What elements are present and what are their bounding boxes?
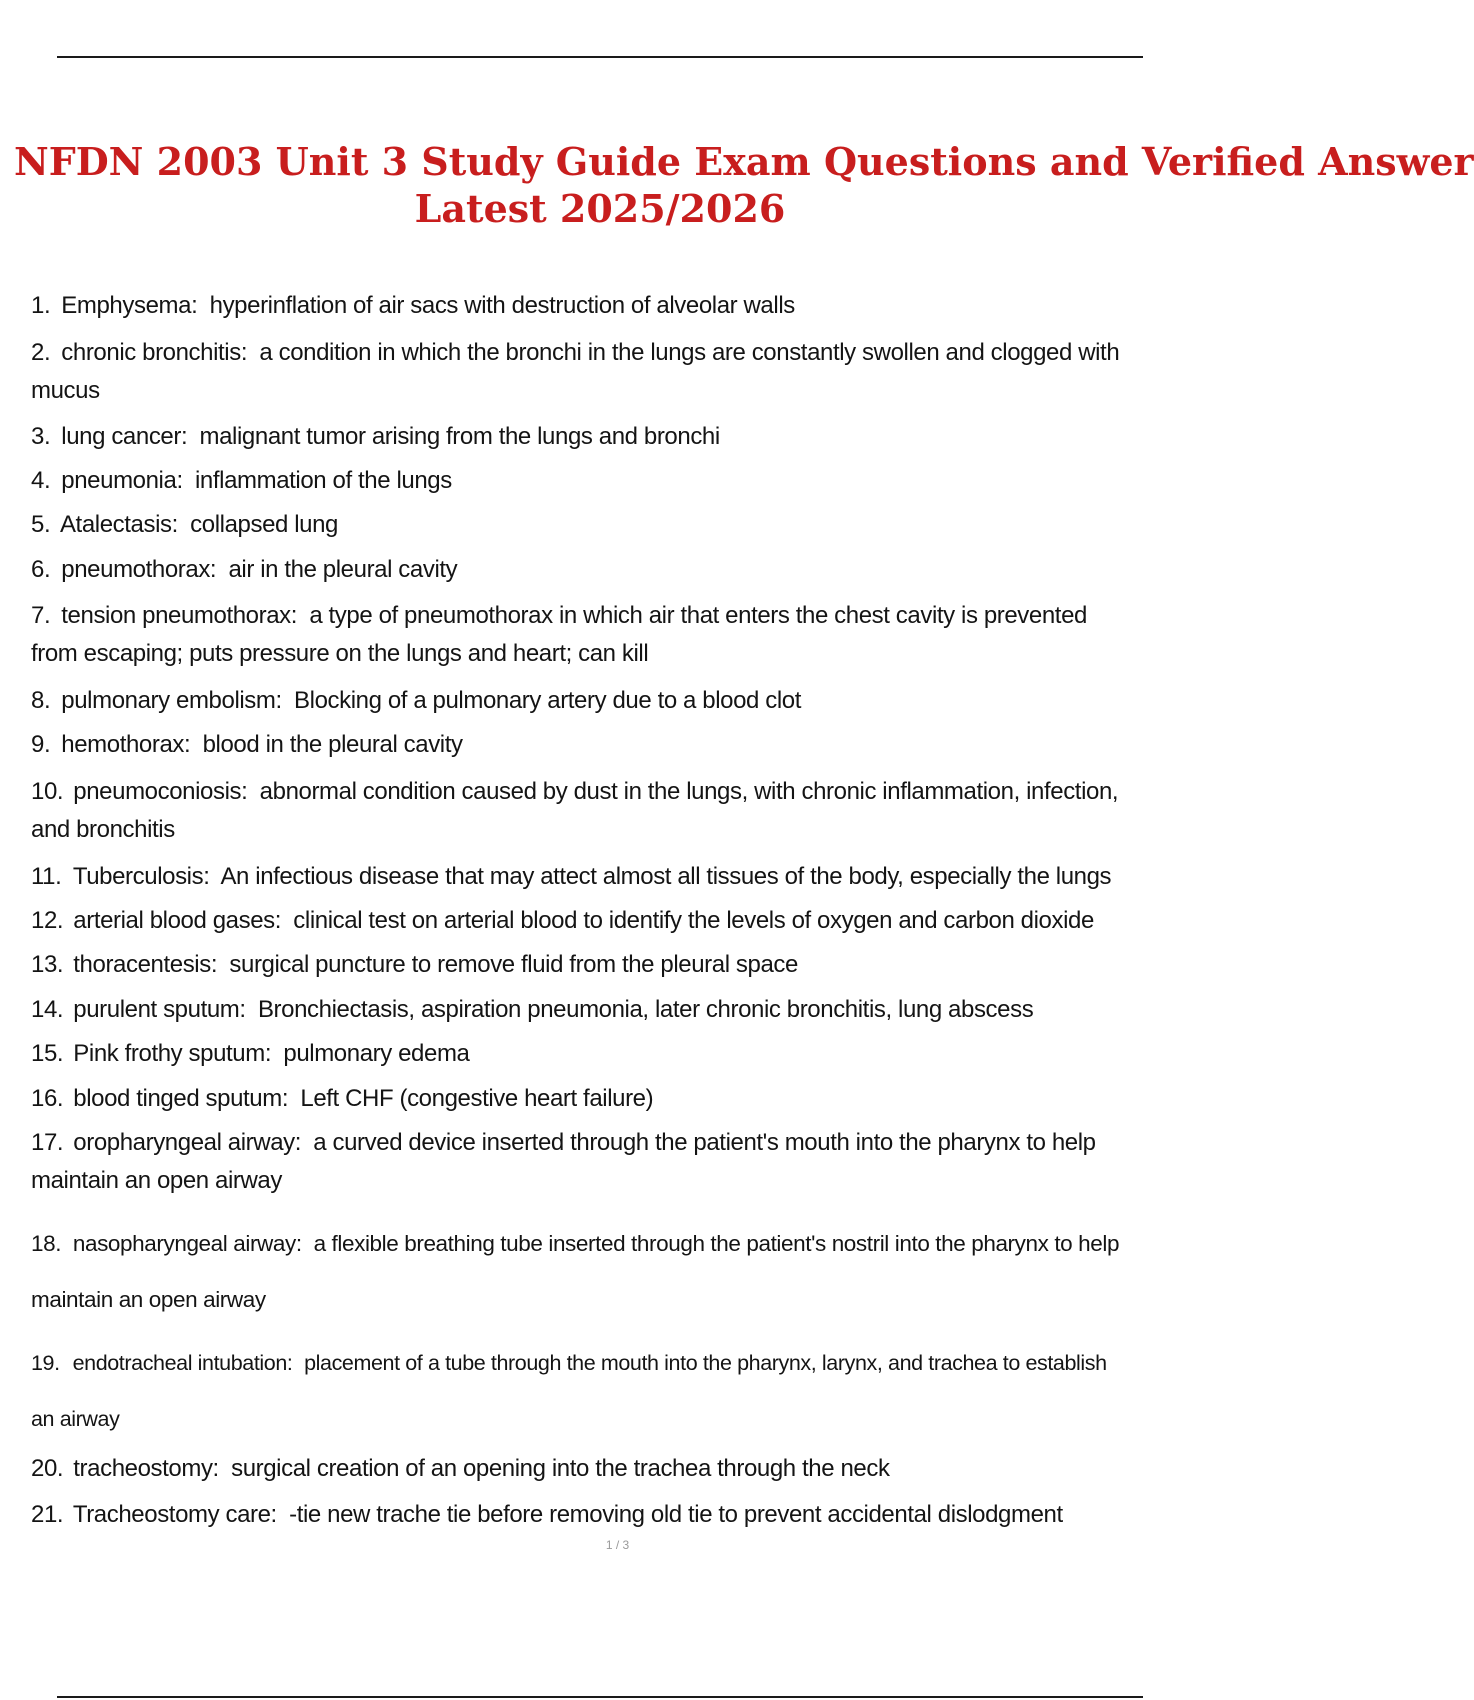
item-number: 19. [31, 1351, 60, 1375]
list-item [31, 991, 1196, 1029]
list-item [31, 1035, 1196, 1073]
list-item [31, 334, 1196, 410]
item-term: pneumothorax: [61, 556, 217, 583]
item-term: Atalectasis: [59, 511, 178, 538]
item-number: 17. [31, 1129, 64, 1156]
list-item [31, 726, 1196, 764]
item-term: hemothorax: [61, 731, 191, 758]
item-number: 4. [31, 467, 51, 494]
item-number: 15. [31, 1040, 64, 1067]
item-term: blood tinged sputum: [73, 1085, 289, 1112]
item-term: lung cancer: [61, 423, 188, 450]
item-definition: inflammation of the lungs [195, 467, 452, 494]
item-term: Tracheostomy care: [72, 1501, 277, 1528]
item-definition-continued: an airway [31, 1407, 120, 1431]
item-number: 14. [31, 996, 64, 1023]
item-number: 5. [31, 511, 51, 538]
item-number: 21. [31, 1501, 64, 1528]
item-definition: -tie new trache tie before removing old tie to prevent accidental dislodgment [289, 1501, 1063, 1528]
item-number: 16. [31, 1085, 64, 1112]
item-term: pneumoconiosis: [73, 778, 248, 805]
list-item [31, 418, 1196, 456]
item-definition: blood in the pleural cavity [202, 731, 463, 758]
list-item [31, 1344, 1196, 1438]
list-item [31, 462, 1196, 500]
item-definition: air in the pleural cavity [228, 556, 458, 583]
item-term: oropharyngeal airway: [73, 1129, 302, 1156]
item-definition: surgical creation of an opening into the trachea through the neck [231, 1455, 890, 1482]
item-number: 1. [31, 292, 51, 319]
item-term: Pink frothy sputum: [73, 1040, 272, 1067]
item-term: Emphysema: [61, 292, 198, 319]
list-item [31, 597, 1196, 673]
item-definition-continued: mucus [31, 377, 100, 404]
list-item [31, 1080, 1196, 1118]
item-definition: placement of a tube through the mouth into the pharynx, larynx, and trachea to establish [304, 1351, 1107, 1375]
item-definition: surgical puncture to remove fluid from the pleural space [229, 951, 798, 978]
page-number: 1 / 3 [605, 1538, 630, 1552]
item-number: 20. [31, 1455, 64, 1482]
item-number: 12. [31, 907, 64, 934]
item-definition: a flexible breathing tube inserted through the patient's nostril into the pharynx to help [313, 1231, 1120, 1256]
item-term: thoracentesis: [73, 951, 218, 978]
list-item [31, 1124, 1196, 1200]
item-term: tension pneumothorax: [61, 602, 298, 629]
bottom-divider [57, 1696, 1143, 1698]
item-number: 18. [31, 1231, 62, 1256]
item-number: 9. [31, 731, 51, 758]
item-definition: a curved device inserted through the patient's mouth into the pharynx to help [313, 1129, 1096, 1156]
item-definition: Bronchiectasis, aspiration pneumonia, later chronic bronchitis, lung abscess [257, 996, 1034, 1023]
item-term: pneumonia: [61, 467, 183, 494]
item-term: chronic bronchitis: [61, 339, 248, 366]
list-item [31, 946, 1196, 984]
item-number: 13. [31, 951, 64, 978]
item-number: 3. [31, 423, 51, 450]
item-number: 10. [31, 778, 64, 805]
item-definition: hyperinflation of air sacs with destruction of alveolar walls [209, 292, 795, 319]
item-definition-continued: and bronchitis [31, 816, 175, 843]
item-definition: clinical test on arterial blood to identify the levels of oxygen and carbon dioxide [293, 907, 1094, 934]
item-number: 6. [31, 556, 51, 583]
list-item [31, 506, 1196, 544]
item-number: 11. [31, 863, 62, 890]
item-definition: Blocking of a pulmonary artery due to a blood clot [294, 687, 802, 714]
item-term: nasopharyngeal airway: [72, 1231, 302, 1256]
title-line-1: NFDN 2003 Unit 3 Study Guide Exam Questions and Verified Answer [14, 139, 1474, 184]
list-item [31, 902, 1196, 940]
item-term: endotracheal intubation: [72, 1351, 293, 1375]
item-definition: pulmonary edema [283, 1040, 470, 1067]
item-definition: abnormal condition caused by dust in the lungs, with chronic inflammation, infection, [259, 778, 1119, 805]
item-number: 2. [31, 339, 51, 366]
list-item [31, 1450, 1196, 1488]
item-term: Tuberculosis: [72, 863, 210, 890]
item-term: tracheostomy: [73, 1455, 219, 1482]
item-definition: a type of pneumothorax in which air that enters the chest cavity is prevented [309, 602, 1087, 629]
item-term: arterial blood gases: [73, 907, 282, 934]
item-definition-continued: maintain an open airway [31, 1167, 282, 1194]
item-definition: Left CHF (congestive heart failure) [300, 1085, 654, 1112]
list-item [31, 773, 1196, 849]
item-definition: a condition in which the bronchi in the lungs are constantly swollen and clogged with [259, 339, 1120, 366]
list-item [31, 1496, 1196, 1534]
item-term: purulent sputum: [73, 996, 246, 1023]
item-number: 8. [31, 687, 51, 714]
item-term: pulmonary embolism: [61, 687, 282, 714]
list-item [31, 682, 1196, 720]
list-item [31, 551, 1196, 589]
list-item [31, 1225, 1196, 1319]
item-definition: An infectious disease that may attect almost all tissues of the body, especially the lungs [220, 863, 1112, 890]
list-item [31, 858, 1196, 896]
title-line-2: Latest 2025/2026 [414, 186, 786, 231]
item-number: 7. [31, 602, 51, 629]
item-definition: collapsed lung [190, 511, 339, 538]
item-definition-continued: maintain an open airway [31, 1287, 266, 1312]
item-definition-continued: from escaping; puts pressure on the lungs and heart; can kill [31, 640, 649, 667]
item-definition: malignant tumor arising from the lungs and bronchi [199, 423, 720, 450]
list-item [31, 287, 1196, 325]
